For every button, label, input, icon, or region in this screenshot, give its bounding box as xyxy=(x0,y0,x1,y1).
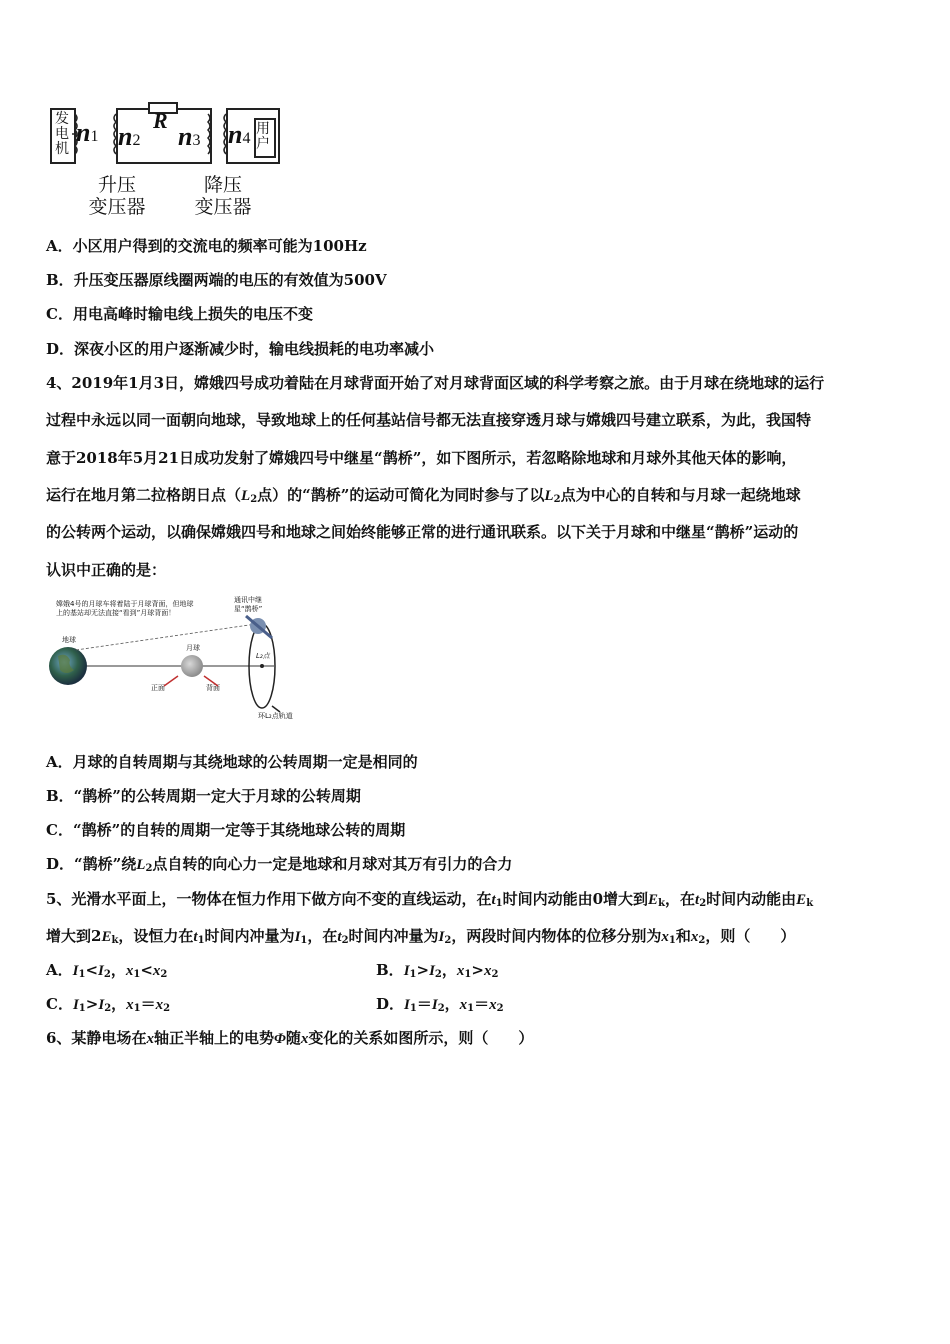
figure-drawing xyxy=(46,594,316,724)
relay-label: 通讯中继 星“鹊桥” xyxy=(234,596,263,613)
front-arrow xyxy=(164,676,178,686)
q5-stem-line-1: 5、光滑水平面上，一物体在恒力作用下做方向不变的直线运动，在$t_1$时间内动能由0增大到$E_k$，在$t_2$时间内动能由$E_k$ xyxy=(46,890,814,909)
earth-icon xyxy=(49,647,87,685)
q4-option-c: C．“鹊桥”的自转的周期一定等于其绕地球公转的周期 xyxy=(46,821,406,839)
coil-n2: n2 xyxy=(118,122,141,151)
earth-moon-l2-figure xyxy=(46,594,316,724)
q3-option-a: A．小区用户得到的交流电的频率可能为100Hz xyxy=(46,237,367,255)
front-label: 正面 xyxy=(151,684,165,692)
q6-stem: 6、某静电场在x轴正半轴上的电势Φ随x变化的关系如图所示，则（ ） xyxy=(46,1029,534,1047)
q4-stem-line-2: 过程中永远以同一面朝向地球，导致地球上的任何基站信号都无法直接穿透月球与嫦娥四号建立联系，为此，我国特 xyxy=(46,411,812,429)
q3-option-c: C．用电高峰时输电线上损失的电压不变 xyxy=(46,305,313,323)
q4-option-b: B．“鹊桥”的公转周期一定大于月球的公转周期 xyxy=(46,787,361,805)
q4-stem-line-6: 认识中正确的是： xyxy=(46,561,167,579)
back-arrow xyxy=(204,676,218,686)
q3-option-b: B．升压变压器原线圈两端的电压的有效值为500V xyxy=(46,271,387,289)
coil-windings xyxy=(48,98,288,168)
orbit-label: 环L₂点轨道 xyxy=(258,712,293,720)
q4-stem-line-3: 意于2018年5月21日成功发射了嫦娥四号中继星“鹊桥”，如下图所示，若忽略除地球和月球外其他天体的影响， xyxy=(46,449,797,467)
step-up-caption: 升压 变压器 xyxy=(88,174,146,218)
q5-option-b: B．$I_1>I_2$，$x_1>x_2$ xyxy=(376,961,499,980)
q4-option-d: D．“鹊桥”绕$L_2$点自转的向心力一定是地球和月球对其万有引力的合力 xyxy=(46,855,513,874)
user-label: 用户 xyxy=(256,121,270,152)
q5-option-d: D．$I_1=I_2$，$x_1=x_2$ xyxy=(376,995,504,1014)
earth-label: 地球 xyxy=(62,636,76,644)
coil-n1: n1 xyxy=(76,118,99,147)
coil-n4: n4 xyxy=(228,120,251,149)
q4-option-a: A．月球的自转周期与其绕地球的公转周期一定是相同的 xyxy=(46,753,418,771)
generator-label: 发电机 xyxy=(55,111,69,157)
back-label: 背面 xyxy=(206,684,220,692)
q4-stem-line-5: 的公转两个运动，以确保嫦娥四号和地球之间始终能够正常的进行通讯联系。以下关于月球和中继星“鹊桥”运动的 xyxy=(46,523,799,541)
transmission-diagram xyxy=(48,98,288,223)
resistor-label: R xyxy=(153,108,168,133)
q5-stem-line-2: 增大到$2E_k$，设恒力在$t_1$时间内冲量为$I_1$，在$t_2$时间内冲量为$I_2$，两段时间内物体的位移分别为$x_1$和$x_2$，则（ ） xyxy=(46,927,796,946)
q4-stem-line-1: 4、2019年1月3日，嫦娥四号成功着陆在月球背面开始了对月球背面区域的科学考察之旅。由于月球在绕地球的运行 xyxy=(46,374,825,392)
coil-n3: n3 xyxy=(178,122,201,151)
q5-option-c: C．$I_1>I_2$，$x_1=x_2$ xyxy=(46,995,171,1014)
moon-icon xyxy=(181,655,203,677)
step-down-caption: 降压 变压器 xyxy=(194,174,252,218)
relay-satellite-icon xyxy=(246,616,272,638)
l2-point-label: L₂点 xyxy=(256,652,270,660)
figure-note: 嫦娥4号的月球车将着陆于月球背面，但地球 上的基站却无法直接“看到”月球背面！ xyxy=(56,600,194,617)
q5-option-a: A．$I_1<I_2$，$x_1<x_2$ xyxy=(46,961,168,980)
moon-label: 月球 xyxy=(186,644,200,652)
q3-option-d: D．深夜小区的用户逐渐减少时，输电线损耗的电功率减小 xyxy=(46,340,435,358)
q4-stem-line-4: 运行在地月第二拉格朗日点（$L_2$点）的“鹊桥”的运动可简化为同时参与了以$L_2$点为中心的自转和与月球一起绕地球 xyxy=(46,486,801,505)
